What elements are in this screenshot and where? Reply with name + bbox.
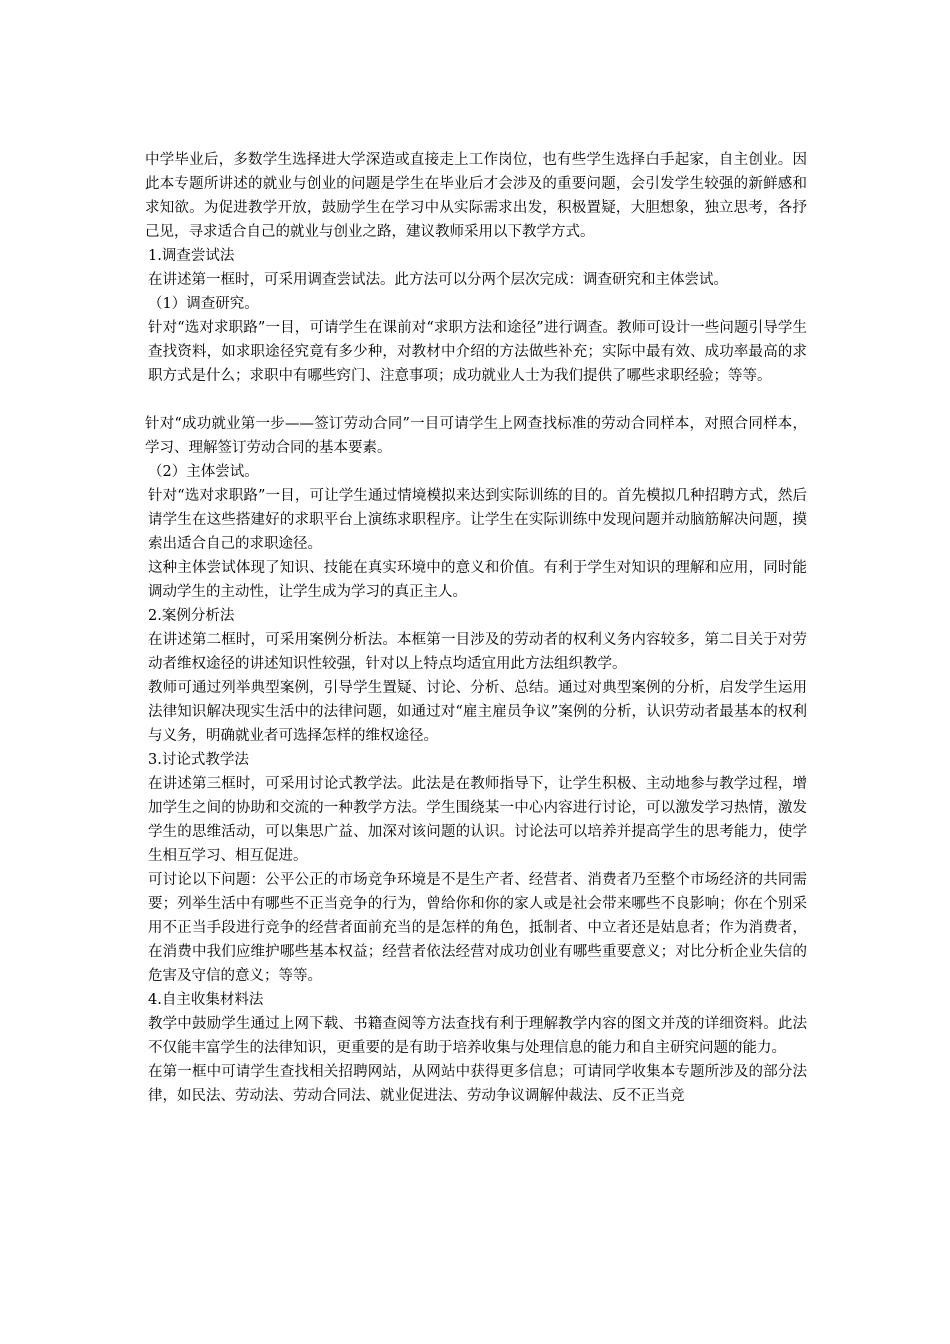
subheading-research: （1）调查研究。	[148, 296, 259, 312]
document-body	[145, 148, 807, 1108]
paragraph: 针对“成功就业第一步——签订劳动合同”一目可请学生上网查找标准的劳动合同样本，对照合同样本，学习、理解签订劳动合同的基本要素。	[145, 416, 807, 456]
paragraph: 可讨论以下问题：公平公正的市场竞争环境是不是生产者、经营者、消费者乃至整个市场经济的共同需要；列举生活中有哪些不正当竞争的行为，曾给你和你的家人或是社会带来哪些不良影响；你在个别采用不正当手段进行竞争的经营者面前充当的是怎样的角色，抵制者、中立者还是姑息者；作为消费者，在消费中我们应维护哪些基本权益；经营者依法经营对成功创业有哪些重要意义；对比分析企业失信的危害及守信的意义；等等。	[148, 872, 807, 984]
section-heading-survey: 1.调查尝试法	[148, 248, 235, 264]
paragraph: 在讲述第一框时，可采用调查尝试法。此方法可以分两个层次完成：调查研究和主体尝试。	[148, 272, 728, 288]
paragraph: 在第一框中可请学生查找相关招聘网站，从网站中获得更多信息；可请同学收集本专题所涉及的部分法律，如民法、劳动法、劳动合同法、就业促进法、劳动争议调解仲裁法、反不正当竞	[148, 1064, 807, 1104]
blank-line	[145, 388, 807, 412]
paragraph: 在讲述第三框时，可采用讨论式教学法。此法是在教师指导下，让学生积极、主动地参与教学过程，增加学生之间的协助和交流的一种教学方法。学生围绕某一中心内容进行讨论，可以激发学习热情，激发学生的思维活动，可以集思广益、加深对该问题的认识。讨论法可以培养并提高学生的思考能力，使学生相互学习、相互促进。	[148, 776, 807, 864]
paragraph: 针对“选对求职路”一目，可让学生通过情境模拟来达到实际训练的目的。首先模拟几种招聘方式，然后请学生在这些搭建好的求职平台上演练求职程序。让学生在实际训练中发现问题并动脑筋解决问题，摸索出适合自己的求职途径。	[148, 488, 807, 552]
section-heading-discussion: 3.讨论式教学法	[148, 752, 249, 768]
paragraph: 教师可通过列举典型案例，引导学生置疑、讨论、分析、总结。通过对典型案例的分析，启发学生运用法律知识解决现实生活中的法律问题，如通过对“雇主雇员争议”案例的分析，认识劳动者最基本的权利与义务，明确就业者可选择怎样的维权途径。	[148, 680, 807, 744]
subheading-subject-trial: （2）主体尝试。	[148, 464, 259, 480]
section-heading-self-collection: 4.自主收集材料法	[148, 992, 264, 1008]
section-heading-case-analysis: 2.案例分析法	[148, 608, 235, 624]
paragraph: 在讲述第二框时，可采用案例分析法。本框第一目涉及的劳动者的权利义务内容较多，第二目关于对劳动者维权途径的讲述知识性较强，针对以上特点均适宜用此方法组织教学。	[148, 632, 807, 672]
paragraph: 这种主体尝试体现了知识、技能在真实环境中的意义和价值。有利于学生对知识的理解和应用，同时能调动学生的主动性，让学生成为学习的真正主人。	[148, 560, 807, 600]
paragraph: 针对“选对求职路”一目，可请学生在课前对“求职方法和途径”进行调查。教师可设计一些问题引导学生查找资料，如求职途径究竟有多少种，对教材中介绍的方法做些补充；实际中最有效、成功率最高的求职方式是什么；求职中有哪些窍门、注意事项；成功就业人士为我们提供了哪些求职经验；等等。	[148, 320, 807, 384]
intro-paragraph: 中学毕业后，多数学生选择进大学深造或直接走上工作岗位，也有些学生选择白手起家，自主创业。因此本专题所讲述的就业与创业的问题是学生在毕业后才会涉及的重要问题，会引发学生较强的新鲜感和求知欲。为促进教学开放，鼓励学生在学习中从实际需求出发，积极置疑，大胆想象，独立思考，各抒己见，寻求适合自己的就业与创业之路，建议教师采用以下教学方式。	[145, 152, 807, 240]
paragraph: 教学中鼓励学生通过上网下载、书籍查阅等方法查找有利于理解教学内容的图文并茂的详细资料。此法不仅能丰富学生的法律知识，更重要的是有助于培养收集与处理信息的能力和自主研究问题的能力。	[148, 1016, 807, 1056]
